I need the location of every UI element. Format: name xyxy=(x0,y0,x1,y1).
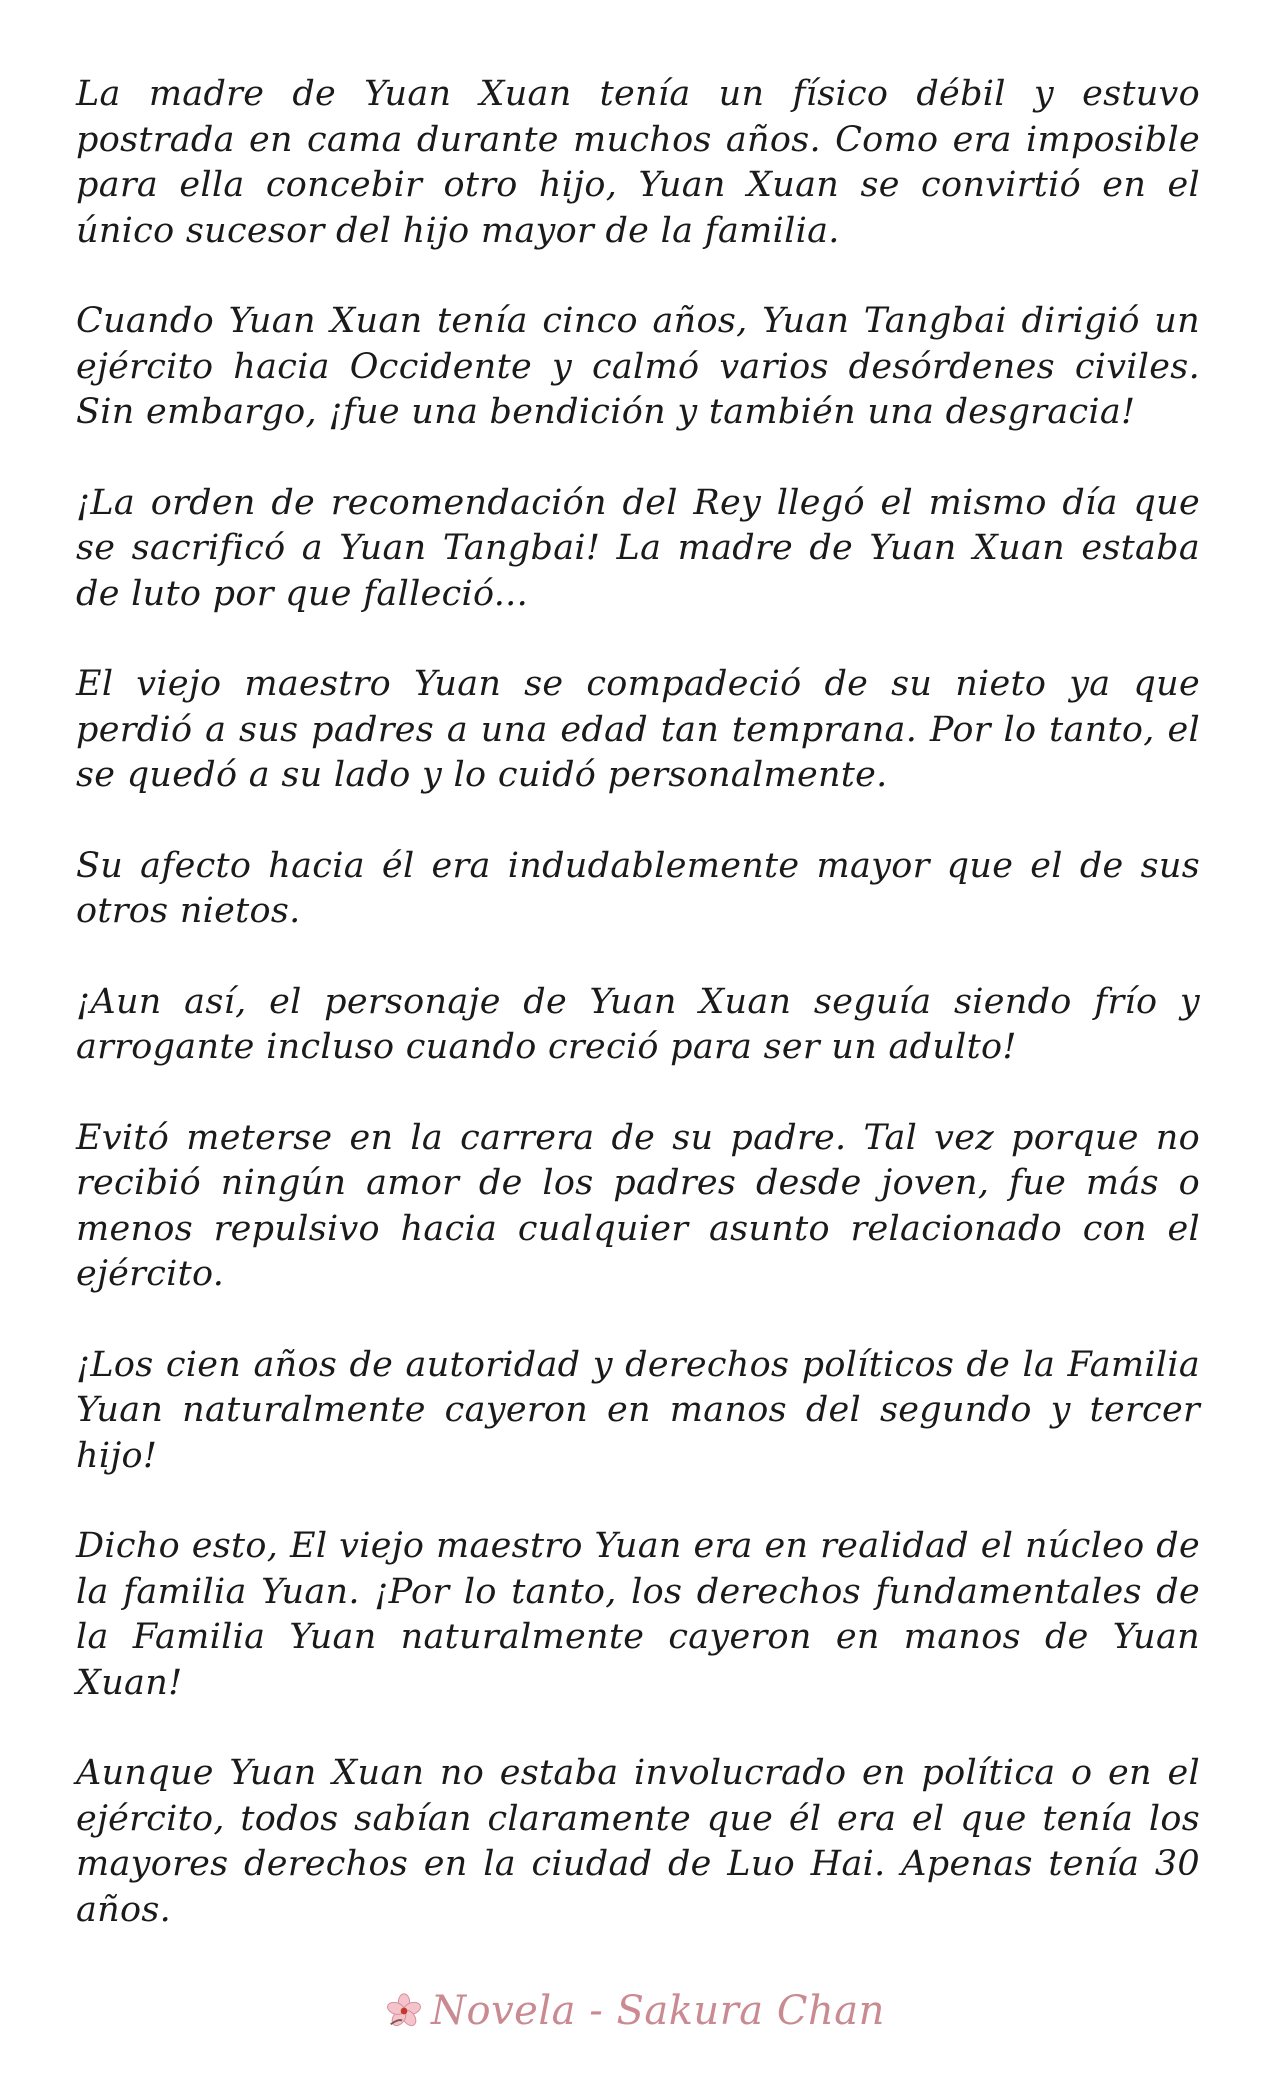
paragraph: Evitó meterse en la carrera de su padre. Tal vez porque no recibió ningún amor de los padres desde joven, fue más o menos repulsivo hacia cualquier asunto relacionado con el ejército. xyxy=(76,1117,1200,1294)
paragraph: El viejo maestro Yuan se compadeció de su nieto ya que perdió a sus padres a una edad tan temprana. Por lo tanto, el se quedó a su lado y lo cuidó personalmente. xyxy=(76,664,1200,795)
story-text xyxy=(76,72,1200,1978)
paragraph: Su afecto hacia él era indudablemente mayor que el de sus otros nietos. xyxy=(76,845,1200,931)
watermark-text: Novela - Sakura Chan xyxy=(431,1988,885,2034)
paragraph: ¡Los cien años de autoridad y derechos políticos de la Familia Yuan naturalmente cayeron en manos del segundo y tercer hijo! xyxy=(76,1344,1200,1476)
paragraph: Cuando Yuan Xuan tenía cinco años, Yuan Tangbai dirigió un ejército hacia Occidente y calmó varios desórdenes civiles. Sin embargo, ¡fue una bendición y también una desgracia! xyxy=(76,301,1200,432)
watermark xyxy=(385,1983,885,2039)
paragraph: ¡La orden de recomendación del Rey llegó el mismo día que se sacrificó a Yuan Tangbai! La madre de Yuan Xuan estaba de luto por que falleció... xyxy=(76,482,1200,614)
paragraph: Aunque Yuan Xuan no estaba involucrado en política o en el ejército, todos sabían claramente que él era el que tenía los mayores derechos en la ciudad de Luo Hai. Apenas tenía 30 años. xyxy=(76,1753,1200,1930)
paragraph: La madre de Yuan Xuan tenía un físico débil y estuvo postrada en cama durante muchos años. Como era imposible para ella concebir otro hijo, Yuan Xuan se convirtió en el único sucesor del hijo mayor de la familia. xyxy=(76,74,1200,251)
paragraph: Dicho esto, El viejo maestro Yuan era en realidad el núcleo de la familia Yuan. ¡Por lo tanto, los derechos fundamentales de la Familia Yuan naturalmente cayeron en manos de Yuan Xuan! xyxy=(76,1526,1200,1703)
sakura-flower-icon xyxy=(385,1992,423,2030)
paragraph: ¡Aun así, el personaje de Yuan Xuan seguía siendo frío y arrogante incluso cuando creció para ser un adulto! xyxy=(76,981,1200,1067)
